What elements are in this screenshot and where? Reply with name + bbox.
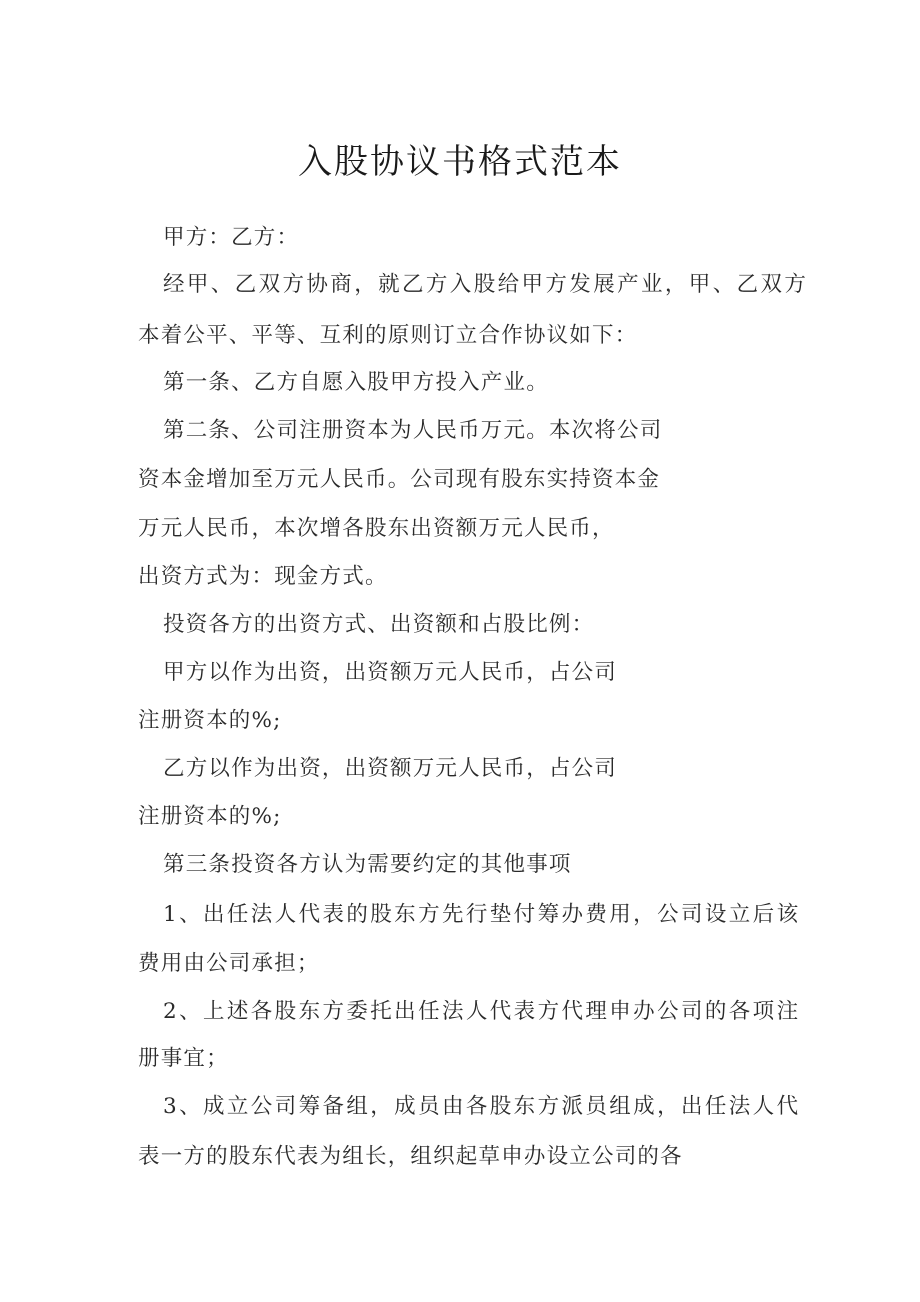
party-b-contribution-line-1: 乙方以作为出资，出资额万元人民币，占公司 [163, 756, 618, 781]
parties-line: 甲方：乙方： [163, 225, 300, 250]
article-2-line-4: 出资方式为：现金方式。 [138, 564, 388, 589]
investment-heading: 投资各方的出资方式、出资额和占股比例： [163, 612, 595, 637]
article-3-heading: 第三条投资各方认为需要约定的其他事项 [163, 852, 572, 877]
article-2-line-3: 万元人民币，本次增各股东出资额万元人民币， [138, 516, 615, 541]
article-2-line-2: 资本金增加至万元人民币。公司现有股东实持资本金 [138, 467, 661, 492]
intro-line-2: 本着公平、平等、互利的原则订立合作协议如下： [138, 323, 638, 348]
party-a-contribution-line-1: 甲方以作为出资，出资额万元人民币，占公司 [163, 660, 618, 685]
item-3-line-1: 3、成立公司筹备组，成员由各股东方派员组成，出任法人代 [163, 1094, 801, 1119]
item-1-line-2: 费用由公司承担； [138, 951, 320, 976]
item-1-line-1: 1、出任法人代表的股东方先行垫付筹办费用，公司设立后该 [163, 902, 801, 927]
document-title: 入股协议书格式范本 [298, 142, 622, 182]
item-2-line-1: 2、上述各股东方委托出任法人代表方代理申办公司的各项注 [163, 999, 801, 1024]
item-2-line-2: 册事宜； [138, 1046, 229, 1071]
article-2-line-1: 第二条、公司注册资本为人民币万元。本次将公司 [163, 418, 663, 443]
intro-line-1: 经甲、乙双方协商，就乙方入股给甲方发展产业，甲、乙双方 [163, 272, 809, 297]
item-3-line-2: 表一方的股东代表为组长，组织起草申办设立公司的各 [138, 1144, 683, 1169]
article-1: 第一条、乙方自愿入股甲方投入产业。 [163, 370, 549, 395]
party-a-contribution-line-2: 注册资本的%; [138, 708, 282, 733]
party-b-contribution-line-2: 注册资本的%; [138, 804, 282, 829]
